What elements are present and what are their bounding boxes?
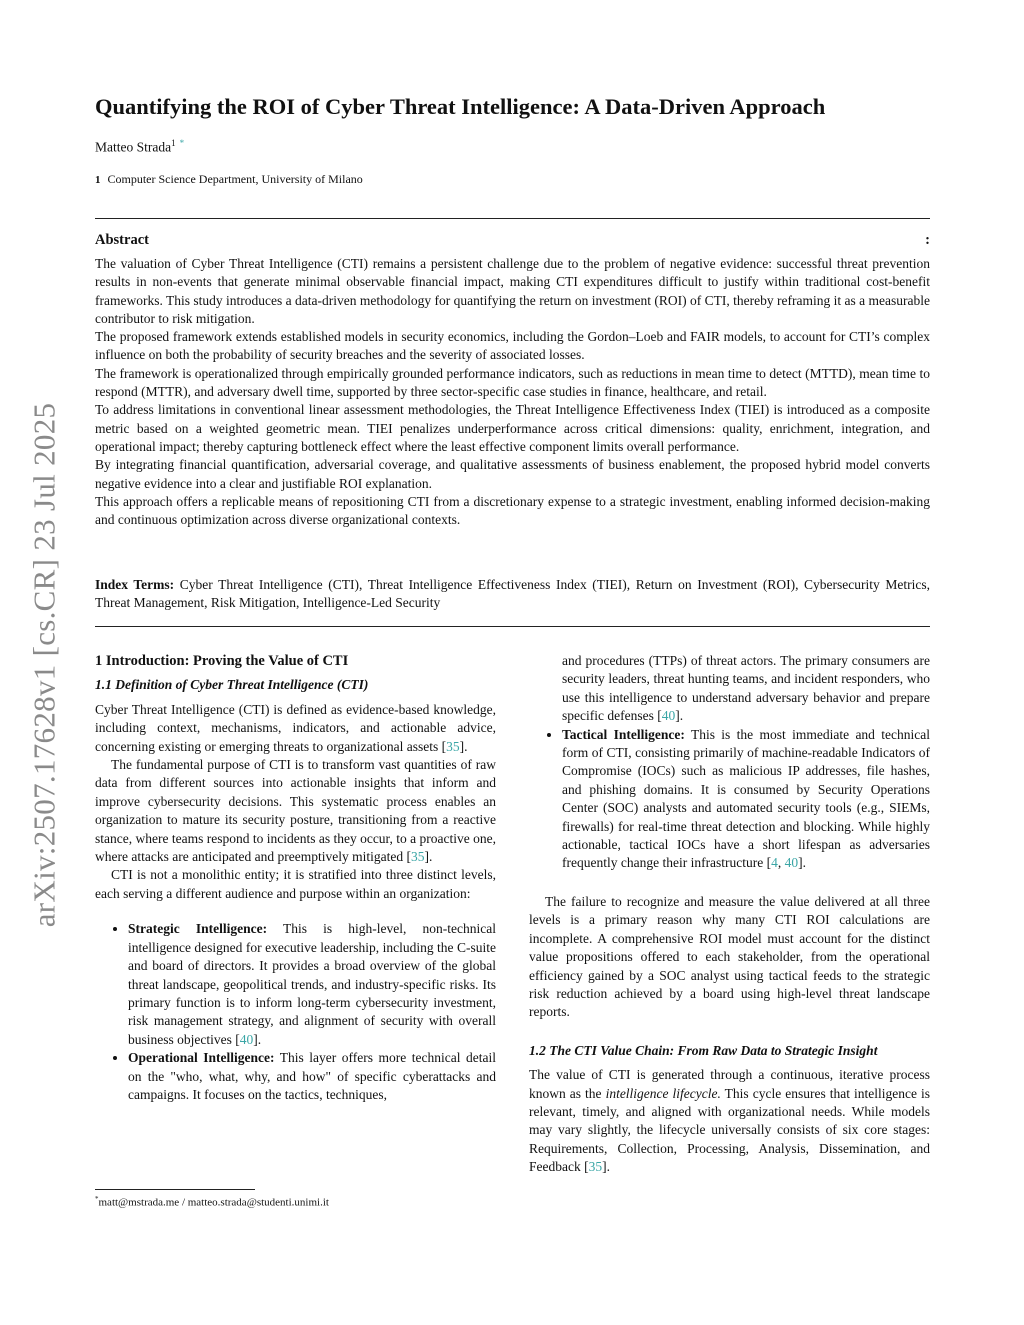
citation-link[interactable]: 40 [239,1031,254,1047]
bullet-text: ]. [675,708,684,724]
list-item [562,652,930,726]
paragraph [95,701,496,756]
citation-link[interactable]: 4 [771,855,778,871]
top-rule [95,218,930,219]
paragraph [529,1066,930,1176]
arxiv-stamp [22,380,66,950]
paragraph-text: ]. [459,738,468,754]
citation-link[interactable]: 40 [784,855,799,871]
abstract-paragraph: By integrating financial quantification, adversarial coverage, and qualitative assessments of business enablement, the proposed hybrid model converts negative evidence into a clear and justifiable ROI explanation. [95,457,930,491]
bullet-label: Operational Intelligence: [128,1050,275,1066]
footnote [95,1195,329,1209]
affiliation-text: Computer Science Department, University of Milano [107,172,363,186]
citation-link[interactable]: 40 [661,708,676,724]
arxiv-id: arXiv:2507.17628v1 [cs.CR] 23 Jul 2025 [26,402,62,928]
bullet-text: and procedures (TTPs) of threat actors. The primary consumers are security leaders, threat hunting teams, and incident responders, who use this intelligence to understand adversary behavior and prepare specific defenses [ [562,653,930,724]
bullet-text: , [777,855,785,871]
author-line [95,138,184,156]
footnote-text: matt@mstrada.me / matteo.strada@studenti.unimi.it [98,1196,329,1209]
bullet-label: Strategic Intelligence: [128,921,268,937]
bullet-text: This is high-level, non-technical intelligence designed for executive leadership, including the C-suite and board of directors. It provides a broad overview of the global threat landscape, geopolitical trends, and industry-specific risks. Its primary function is to inform long-term cybersecurity investment, risk management strategy, and alignment of security with overall business objectives [ [128,921,496,1047]
bullet-text: ]. [253,1031,262,1047]
italic-term: intelligence lifecycle. [605,1085,721,1101]
abstract-heading-row [95,232,930,249]
intelligence-levels-list [95,920,496,1104]
abstract-colon: : [925,232,930,248]
subsection-heading: 1.1 Definition of Cyber Threat Intelligence (CTI) [95,677,369,693]
citation-link[interactable]: 35 [410,849,425,865]
affiliation [95,172,363,187]
paragraph: CTI is not a monolithic entity; it is stratified into three distinct levels, each serving a different audience and purpose within an organization: [95,867,496,901]
bullet-label: Tactical Intelligence: [562,726,685,742]
paragraph [95,756,496,866]
index-terms-label: Index Terms: [95,577,175,592]
list-continuation [529,652,930,726]
left-column [95,652,496,1104]
footnote-rule [95,1189,255,1190]
abstract-paragraph: The valuation of Cyber Threat Intelligence (CTI) remains a persistent challenge due to the problem of negative evidence: successful threat prevention results in non-events that generate minimal observable financial impact, making CTI expenditures difficult to justify within traditional cost-benefit frameworks. This study introduces a data-driven methodology for quantifying the return on investment (ROI) of CTI, thereby reframing it as a measurable contributor to risk mitigation. [95,256,930,326]
paragraph-text: Cyber Threat Intelligence (CTI) is defined as evidence-based knowledge, including context, mechanisms, indicators, and actionable advice, concerning existing or emerging threats to organizational assets [ [95,701,496,754]
paper-title: Quantifying the ROI of Cyber Threat Intelligence: A Data-Driven Approach [95,94,826,119]
author-footnote-mark[interactable]: * [179,138,185,148]
abstract-bottom-rule [95,626,930,627]
abstract-paragraph: The framework is operationalized through empirically grounded performance indicators, such as reductions in mean time to detect (MTTD), mean time to respond (MTTR), and adversary dwell time, supported by three sector-specific case studies in finance, healthcare, and retail. [95,365,930,400]
affiliation-number: 1 [95,174,101,186]
paragraph-text: The value of CTI is generated through a continuous, iterative process known as the [529,1067,930,1101]
paragraph-text: ]. [424,849,433,865]
author-affil-sup: 1 [171,138,176,148]
paragraph-text: ]. [602,1159,610,1175]
index-terms [95,576,930,613]
footnote-mark: * [95,1195,99,1203]
citation-link[interactable]: 35 [446,738,460,754]
citation-link[interactable]: 35 [588,1159,603,1175]
abstract-body [95,255,930,529]
author-name: Matteo Strada [95,139,172,155]
abstract-paragraph: The proposed framework extends established models in security economics, including the Gordon–Loeb and FAIR models, to account for CTI’s complex influence on both the probability of security breaches and the severity of associated losses. [95,329,930,363]
abstract-paragraph: This approach offers a replicable means of repositioning CTI from a discretionary expense to a strategic investment, enabling informed decision-making and continuous optimization across diverse organizational contexts. [95,493,930,528]
bullet-text: This is the most immediate and technical form of CTI, consisting primarily of machine-readable Indicators of Compromise (IOCs) such as malicious IP addresses, file hashes, and phishing domains. It is consumed by Security Operations Center (SOC) analysts and automated security tools (e.g., SIEMs, firewalls) for real-time threat detection and blocking. While highly actionable, tactical IOCs have a short lifespan as adversaries frequently change their infrastructure [ [562,726,931,871]
paragraph: The failure to recognize and measure the value delivered at all three levels is a primary reason why many CTI ROI calculations are incomplete. A comprehensive ROI model must account for the distinct value propositions offered to each stakeholder, from the operational efficiency gained by a SOC analyst using tactical feeds to the strategic risk reduction achieved by a board using high-level threat landscape reports. [529,893,930,1020]
subsection-heading: 1.2 The CTI Value Chain: From Raw Data to Strategic Insight [529,1042,878,1058]
tactical-list [529,726,930,873]
bullet-text: This layer offers more technical detail on the "who, what, why, and how" of specific cyberattacks and campaigns. It focuses on the tactics, techniques, [128,1050,497,1102]
paragraph-text: This cycle ensures that intelligence is relevant, timely, and aligned with organizational needs. While models may vary slightly, the lifecycle universally consists of six core stages: Requirements, Collection, Processing, Analysis, Dissemination, and Feedback [ [529,1085,930,1175]
bullet-text: ]. [798,855,807,871]
right-column [529,652,930,1177]
list-item [562,726,930,873]
list-item [128,920,496,1049]
index-terms-text: Cyber Threat Intelligence (CTI), Threat Intelligence Effectiveness Index (TIEI), Return on Investment (ROI), Cybersecurity Metrics, Threat Management, Risk Mitigation, Intelligence-Led Security [95,577,930,611]
paragraph-text: The fundamental purpose of CTI is to transform vast quantities of raw data from different sources into actionable insights that inform and improve cybersecurity decisions. This systematic process enables an organization to mature its security posture, transitioning from a reactive stance, where teams respond to incidents as they occur, to a proactive one, where attacks are anticipated and preemptively mitigated [ [95,757,496,865]
list-item [128,1049,496,1104]
abstract-paragraph: To address limitations in conventional linear assessment methodologies, the Threat Intelligence Effectiveness Index (TIEI) is introduced as a composite metric based on a weighted geometric mean. TIEI penalizes underperformance across critical dimensions: quality, enrichment, integration, and operational impact; thereby capturing bottleneck effect where the least effective component limits overall performance. [95,402,930,454]
abstract-heading: Abstract [95,232,149,248]
section-heading: 1 Introduction: Proving the Value of CTI [95,653,349,669]
